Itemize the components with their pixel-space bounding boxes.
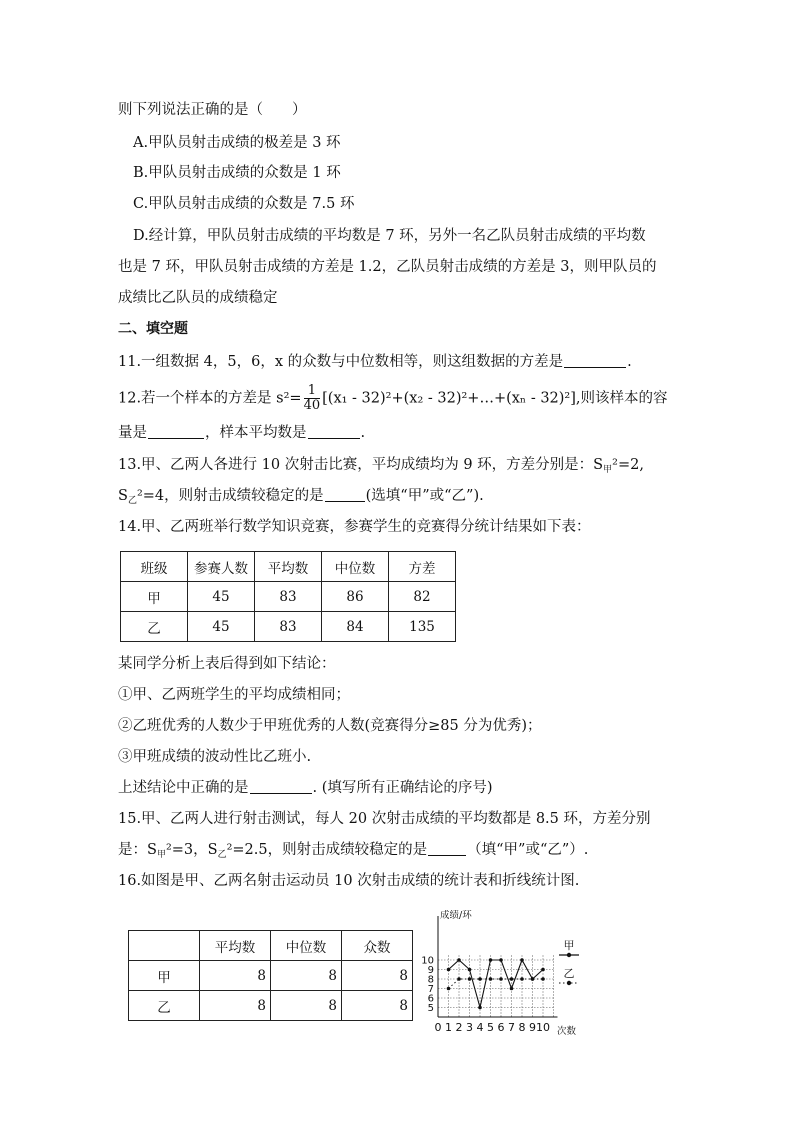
q12-line2a: 量是 — [118, 425, 147, 441]
q14-cell: 83 — [255, 582, 322, 612]
q14-header-cell: 平均数 — [255, 552, 322, 582]
y-tick-label: 6 — [427, 993, 434, 1005]
question-intro: 则下列说法正确的是（ ） — [118, 102, 307, 118]
q12-line2 — [118, 423, 365, 443]
q14-table-row — [121, 582, 456, 612]
q12-blank2[interactable] — [308, 424, 360, 439]
x-tick-label: 9 — [529, 1021, 536, 1034]
q14-blank[interactable] — [250, 779, 312, 794]
y-tick-label: 5 — [427, 1003, 434, 1014]
y-tick-label: 8 — [427, 974, 434, 986]
q14-cell: 乙 — [121, 612, 188, 642]
q16-cell: 8 — [342, 961, 413, 991]
q14-cell: 83 — [255, 612, 322, 642]
q12-denominator: 40 — [303, 398, 321, 413]
option-d-line3: 成绩比乙队员的成绩稳定 — [118, 290, 278, 306]
section-heading: 二、填空题 — [118, 321, 188, 337]
q15-blank[interactable] — [428, 841, 466, 856]
data-point — [468, 977, 472, 981]
q13-end: (选填“甲”或“乙”). — [365, 488, 484, 504]
data-point — [478, 1006, 482, 1010]
y-tick-label: 9 — [427, 965, 434, 976]
q14-cell: 84 — [322, 612, 389, 642]
q16-cell: 8 — [200, 991, 271, 1021]
q11 — [118, 352, 632, 372]
data-point — [541, 977, 545, 981]
data-point — [541, 968, 545, 972]
q14-cell: 45 — [188, 612, 255, 642]
x-tick-label: 10 — [536, 1021, 550, 1034]
x-tick-label: 3 — [466, 1021, 473, 1034]
q16-header-cell: 众数 — [342, 931, 413, 961]
data-point — [520, 977, 524, 981]
q16-cell: 8 — [271, 961, 342, 991]
q16-table — [128, 930, 413, 1021]
q16-header-row — [129, 931, 413, 961]
q15-end: （填“甲”或“乙”）. — [467, 842, 589, 858]
q14-ask-end: . (填写所有正确结论的序号) — [312, 780, 493, 796]
series-line-甲 — [449, 960, 544, 1008]
q14-cell: 86 — [322, 582, 389, 612]
q16-header-cell — [129, 931, 200, 961]
q14-header-cell: 方差 — [389, 552, 456, 582]
q14-table — [120, 551, 456, 642]
q16-cell: 8 — [200, 961, 271, 991]
y-tick-label: 10 — [421, 955, 434, 967]
option-b: B.甲队员射击成绩的众数是 1 环 — [133, 165, 341, 181]
q14-conclusion-1: ①甲、乙两班学生的平均成绩相同； — [118, 687, 350, 703]
option-c: C.甲队员射击成绩的众数是 7.5 环 — [133, 196, 355, 212]
q14-header-row — [121, 552, 456, 582]
line-chart — [418, 910, 588, 1036]
q14-ask — [118, 778, 493, 798]
q16-text: 16.如图是甲、乙两名射击运动员 10 次射击成绩的统计表和折线统计图. — [118, 873, 580, 889]
q15-line2 — [118, 840, 588, 865]
x-axis-title: 次数 — [556, 1026, 577, 1036]
q15-c: ²=2.5，则射击成绩较稳定的是 — [226, 842, 428, 858]
data-point — [531, 977, 535, 981]
data-point — [499, 977, 503, 981]
q12-formula: [(x₁ - 32)²+(x₂ - 32)²+…+(xₙ - 32)²] — [322, 390, 576, 407]
q15-a: 是：S — [118, 842, 157, 858]
x-tick-label: 7 — [508, 1021, 515, 1034]
y-axis-title: 成绩/环 — [440, 910, 472, 921]
q14-cell: 45 — [188, 582, 255, 612]
data-point — [447, 968, 451, 972]
q16-cell: 8 — [271, 991, 342, 1021]
q12-line1 — [118, 384, 668, 413]
q11-end: . — [627, 354, 632, 370]
q14-header-cell: 参赛人数 — [188, 552, 255, 582]
data-point — [489, 958, 493, 962]
q16-cell: 乙 — [129, 991, 200, 1021]
data-point — [520, 958, 524, 962]
q14-cell: 82 — [389, 582, 456, 612]
legend-label-jia: 甲 — [563, 939, 575, 952]
q12-line2b: ，样本平均数是 — [205, 425, 307, 441]
y-tick-label: 7 — [427, 984, 434, 995]
data-point — [489, 977, 493, 981]
q14-cell: 135 — [389, 612, 456, 642]
q13-val1: ²=2, — [612, 457, 644, 473]
q13-line1 — [118, 455, 644, 480]
data-point — [457, 977, 461, 981]
legend-label-yi: 乙 — [563, 967, 575, 980]
data-point — [499, 958, 503, 962]
x-tick-label: 8 — [518, 1021, 526, 1034]
q11-blank[interactable] — [564, 353, 626, 368]
q15-sub1: 甲 — [156, 850, 166, 860]
q14-conclusion-3: ③甲班成绩的波动性比乙班小. — [118, 749, 312, 765]
q13-blank[interactable] — [325, 487, 365, 502]
q13-sub1: 甲 — [603, 465, 613, 475]
q16-header-cell: 中位数 — [271, 931, 342, 961]
q12-fraction — [304, 384, 321, 413]
x-tick-label: 6 — [497, 1021, 505, 1034]
q15-sub2: 乙 — [217, 850, 227, 860]
q14-conclusion-2: ②乙班优秀的人数少于甲班优秀的人数(竞赛得分≥85 分为优秀)； — [118, 718, 542, 734]
q16-cell: 8 — [342, 991, 413, 1021]
q13-line2-text: ²=4，则射击成绩较稳定的是 — [136, 488, 324, 504]
q14-header-cell: 中位数 — [322, 552, 389, 582]
q15-b: ²=3，S — [165, 842, 218, 858]
q14-analysis: 某同学分析上表后得到如下结论： — [118, 656, 336, 672]
legend-marker-yi — [567, 981, 571, 985]
q14-header-cell: 班级 — [121, 552, 188, 582]
x-tick-label: 2 — [455, 1021, 463, 1034]
q16-table-row — [129, 991, 413, 1021]
data-point — [478, 977, 482, 981]
q14-table-row — [121, 612, 456, 642]
option-d-line2: 也是 7 环，甲队员射击成绩的方差是 1.2，乙队员射击成绩的方差是 3，则甲队员的 — [118, 259, 657, 275]
data-point — [468, 968, 472, 972]
series-line-乙 — [449, 979, 544, 989]
q16-table-row — [129, 961, 413, 991]
q16-header-cell: 平均数 — [200, 931, 271, 961]
q14-ask-text: 上述结论中正确的是 — [118, 780, 249, 796]
option-d-line1: D.经计算，甲队员射击成绩的平均数是 7 环，另外一名乙队员射击成绩的平均数 — [133, 228, 646, 244]
x-tick-label: 0 — [434, 1021, 442, 1034]
data-point — [510, 977, 514, 981]
data-point — [457, 958, 461, 962]
q13-line2 — [118, 486, 484, 511]
q13-s2: S — [118, 488, 128, 504]
q12-prefix: 12.若一个样本的方差是 s²= — [118, 390, 302, 407]
x-tick-label: 5 — [487, 1021, 494, 1034]
x-tick-label: 1 — [445, 1021, 452, 1034]
q12-blank1[interactable] — [148, 424, 204, 439]
q14-cell: 甲 — [121, 582, 188, 612]
q13-line1-text: 13.甲、乙两人各进行 10 次射击比赛，平均成绩均为 9 环，方差分别是：S — [118, 457, 604, 473]
legend-marker-jia — [567, 953, 571, 957]
data-point — [447, 987, 451, 991]
q12-numerator: 1 — [304, 384, 321, 399]
q12-suffix: ,则该样本的容 — [575, 390, 668, 407]
q12-end: . — [360, 425, 366, 441]
option-a: A.甲队员射击成绩的极差是 3 环 — [133, 135, 341, 151]
q13-sub2: 乙 — [127, 496, 137, 506]
q16-cell: 甲 — [129, 961, 200, 991]
q14-text: 14.甲、乙两班举行数学知识竞赛，参赛学生的竞赛得分统计结果如下表： — [118, 519, 591, 535]
data-point — [510, 987, 514, 991]
q11-text: 11.一组数据 4，5，6，x 的众数与中位数相等，则这组数据的方差是 — [118, 354, 564, 370]
q15-line1: 15.甲、乙两人进行射击测试，每人 20 次射击成绩的平均数都是 8.5 环，方差分别 — [118, 811, 651, 827]
x-tick-label: 4 — [476, 1021, 484, 1034]
